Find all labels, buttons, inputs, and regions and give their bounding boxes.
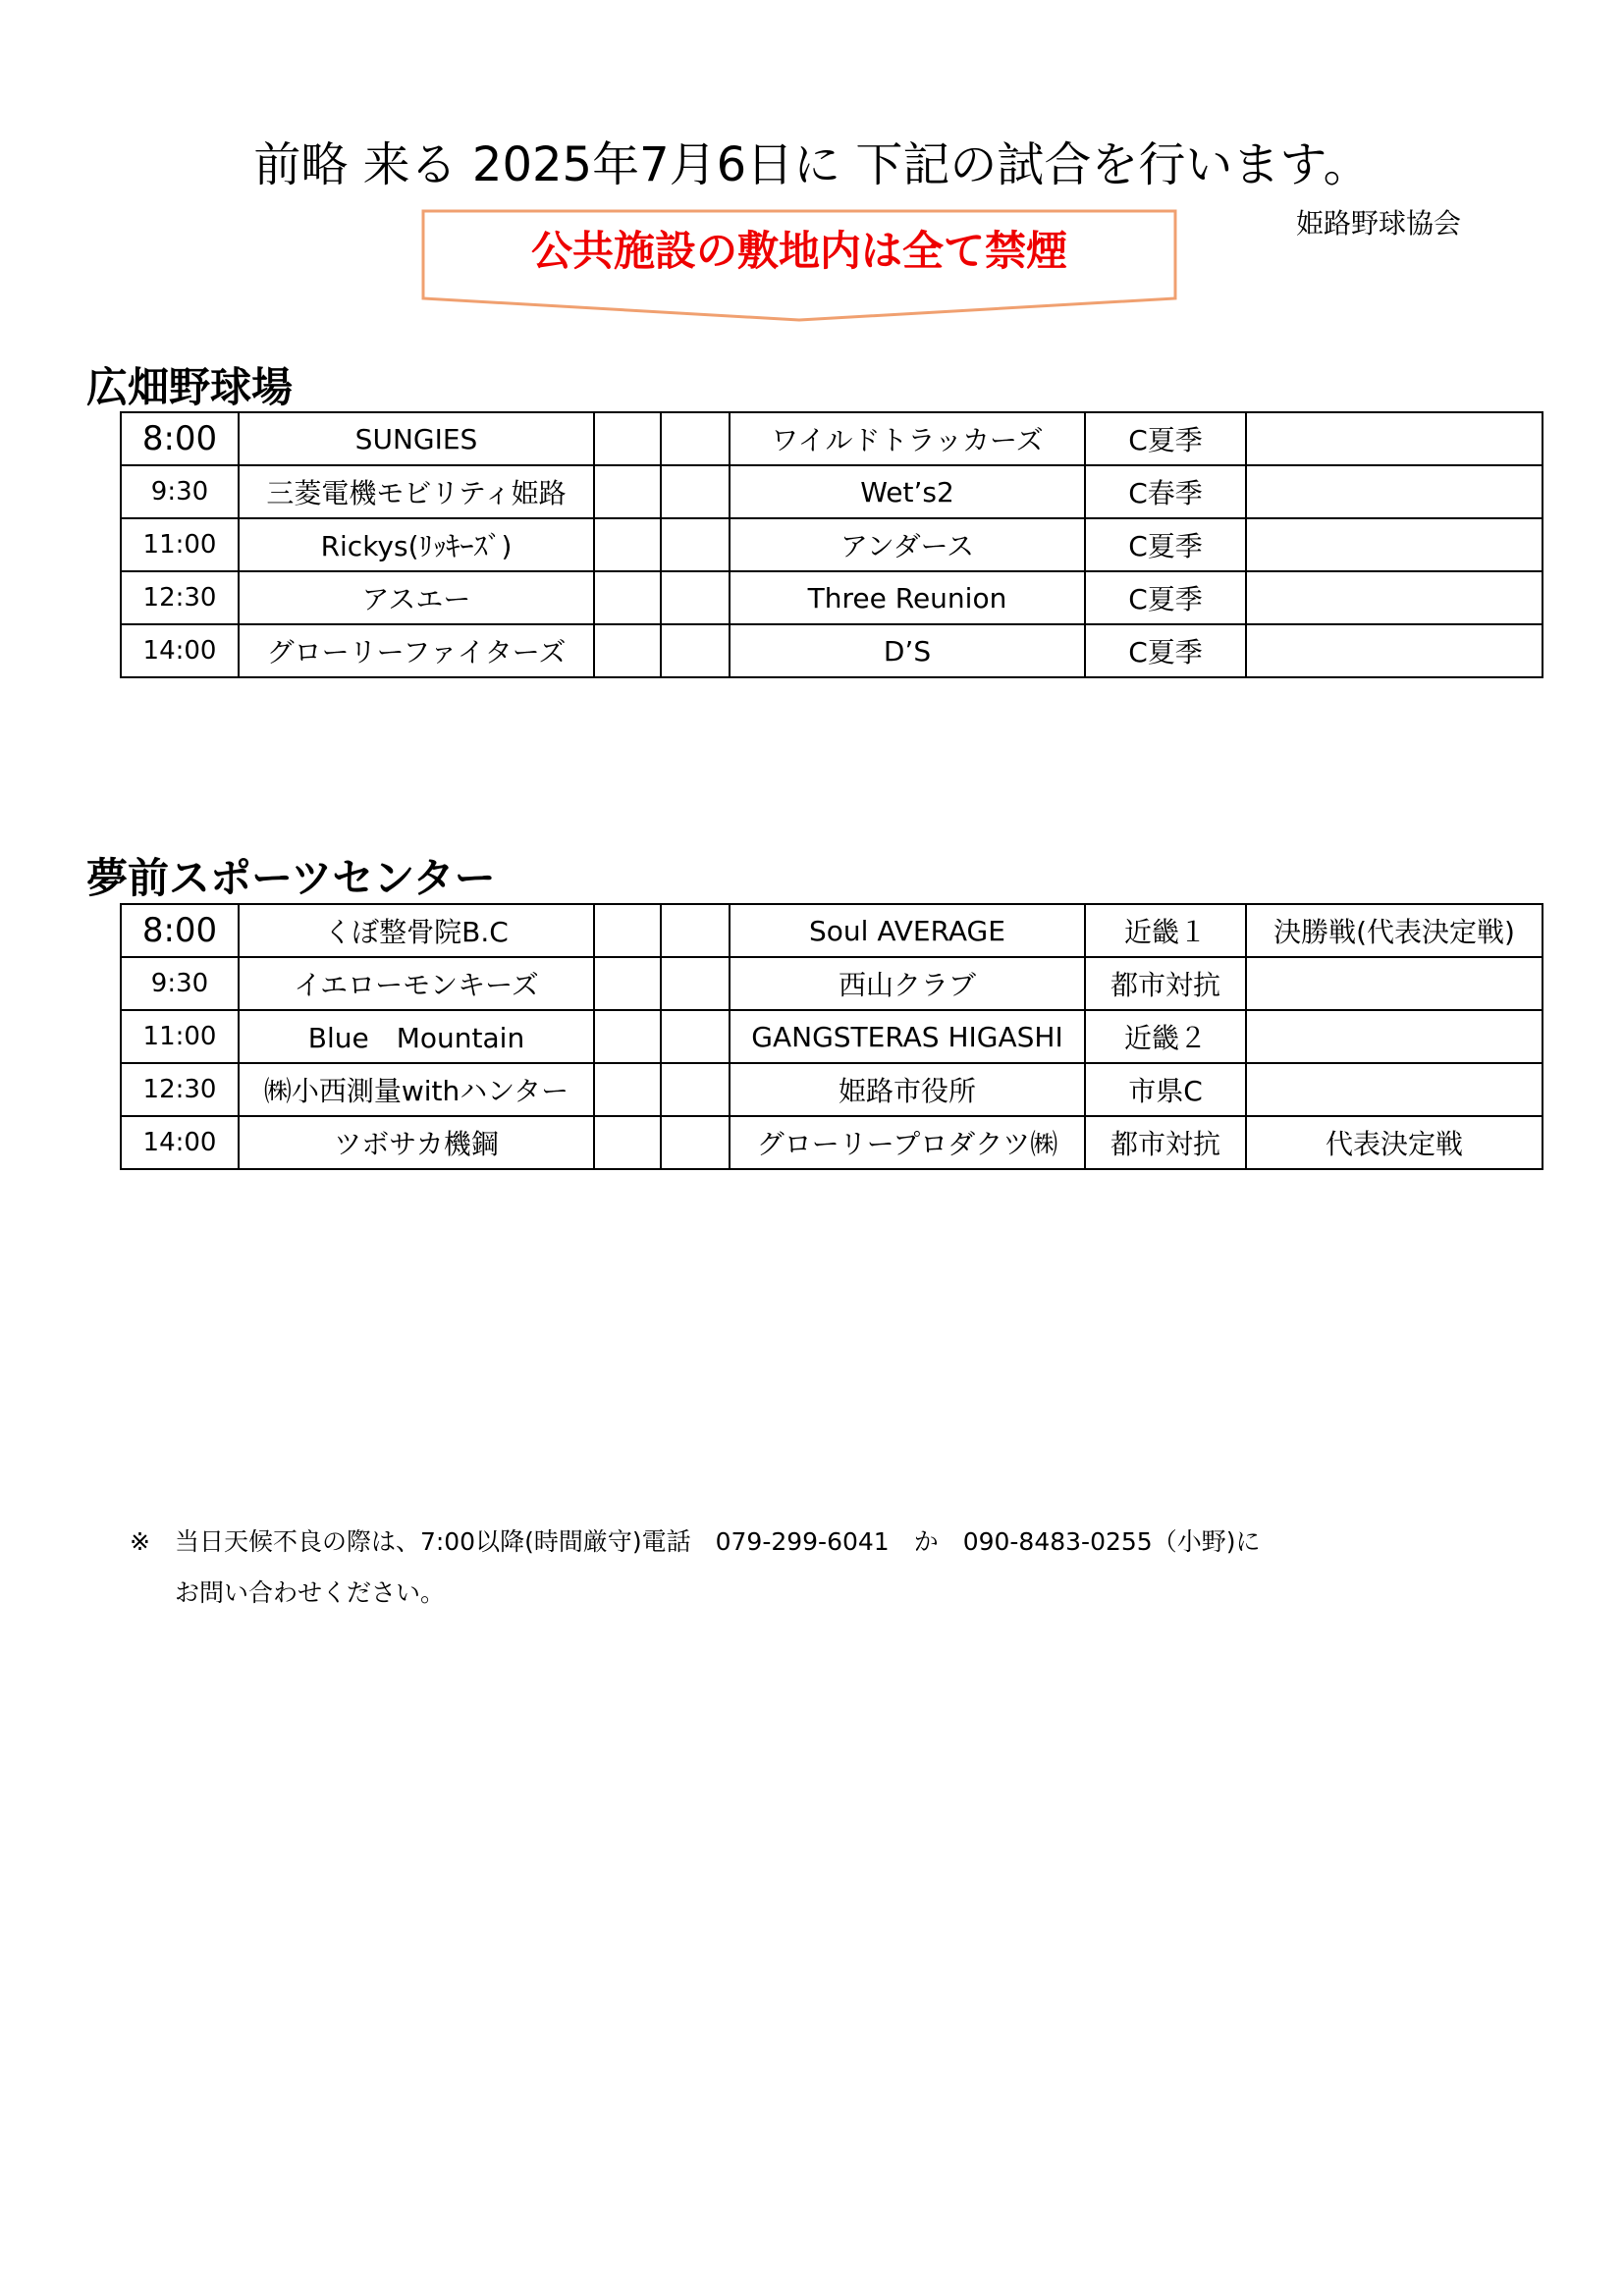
score2-cell xyxy=(661,1063,730,1116)
score2-cell xyxy=(661,518,730,571)
note-cell xyxy=(1246,465,1543,518)
no-smoking-notice xyxy=(420,208,1178,324)
time-cell: 14:00 xyxy=(121,1116,239,1169)
team2-cell: アンダース xyxy=(730,518,1085,571)
note-cell xyxy=(1246,571,1543,624)
note-cell xyxy=(1246,1010,1543,1063)
score2-cell xyxy=(661,465,730,518)
schedule-table-yumesaki xyxy=(120,903,1543,1170)
table-row xyxy=(121,571,1543,624)
team1-cell: アスエー xyxy=(239,571,594,624)
score1-cell xyxy=(594,624,661,677)
table-row xyxy=(121,904,1543,957)
note-cell xyxy=(1246,957,1543,1010)
time-cell: 9:30 xyxy=(121,465,239,518)
score1-cell xyxy=(594,957,661,1010)
team1-cell: 三菱電機モビリティ姫路 xyxy=(239,465,594,518)
table-row xyxy=(121,1116,1543,1169)
score2-cell xyxy=(661,957,730,1010)
league-cell: C夏季 xyxy=(1085,412,1246,465)
team1-cell: Rickys(ﾘｯｷｰｽﾞ) xyxy=(239,518,594,571)
note-cell: 決勝戦(代表決定戦) xyxy=(1246,904,1543,957)
team1-cell: くぼ整骨院B.C xyxy=(239,904,594,957)
table-row xyxy=(121,1010,1543,1063)
score2-cell xyxy=(661,904,730,957)
score1-cell xyxy=(594,1010,661,1063)
league-cell: 都市対抗 xyxy=(1085,957,1246,1010)
table-row xyxy=(121,624,1543,677)
score2-cell xyxy=(661,1010,730,1063)
score1-cell xyxy=(594,465,661,518)
league-cell: 近畿１ xyxy=(1085,904,1246,957)
team2-cell: Soul AVERAGE xyxy=(730,904,1085,957)
time-cell: 8:00 xyxy=(121,412,239,465)
table-row xyxy=(121,1063,1543,1116)
table-row xyxy=(121,465,1543,518)
time-cell: 12:30 xyxy=(121,571,239,624)
page-title: 前略 来る 2025年7月6日に 下記の試合を行います。 xyxy=(253,137,1371,192)
venue-title-yumesaki: 夢前スポーツセンター xyxy=(86,854,496,902)
score1-cell xyxy=(594,1063,661,1116)
time-cell: 11:00 xyxy=(121,518,239,571)
note-cell xyxy=(1246,412,1543,465)
score1-cell xyxy=(594,518,661,571)
league-cell: 近畿２ xyxy=(1085,1010,1246,1063)
score1-cell xyxy=(594,904,661,957)
team1-cell: Blue Mountain xyxy=(239,1010,594,1063)
note-cell xyxy=(1246,518,1543,571)
score2-cell xyxy=(661,624,730,677)
score1-cell xyxy=(594,571,661,624)
note-cell: 代表決定戦 xyxy=(1246,1116,1543,1169)
organization-name: 姫路野球協会 xyxy=(1296,207,1462,240)
weather-contact-note-cont: お問い合わせください。 xyxy=(175,1578,446,1607)
team2-cell: ワイルドトラッカーズ xyxy=(730,412,1085,465)
team2-cell: D’S xyxy=(730,624,1085,677)
schedule-table-hirohata xyxy=(120,411,1543,678)
table-row xyxy=(121,518,1543,571)
time-cell: 8:00 xyxy=(121,904,239,957)
score1-cell xyxy=(594,1116,661,1169)
notice-text: 公共施設の敷地内は全て禁煙 xyxy=(530,227,1067,275)
time-cell: 11:00 xyxy=(121,1010,239,1063)
time-cell: 14:00 xyxy=(121,624,239,677)
venue-title-hirohata: 広畑野球場 xyxy=(86,363,294,411)
score2-cell xyxy=(661,1116,730,1169)
score1-cell xyxy=(594,412,661,465)
team1-cell: ツボサカ機鋼 xyxy=(239,1116,594,1169)
team1-cell: ㈱小西測量withハンター xyxy=(239,1063,594,1116)
league-cell: 都市対抗 xyxy=(1085,1116,1246,1169)
team1-cell: グローリーファイターズ xyxy=(239,624,594,677)
team1-cell: SUNGIES xyxy=(239,412,594,465)
score2-cell xyxy=(661,412,730,465)
team2-cell: Wet’s2 xyxy=(730,465,1085,518)
league-cell: 市県C xyxy=(1085,1063,1246,1116)
weather-contact-note: ※ 当日天候不良の際は、7:00以降(時間厳守)電話 079-299-6041 か 090-8483-0255（小野)に xyxy=(130,1527,1261,1556)
table-row xyxy=(121,412,1543,465)
team2-cell: 西山クラブ xyxy=(730,957,1085,1010)
time-cell: 9:30 xyxy=(121,957,239,1010)
score2-cell xyxy=(661,571,730,624)
team1-cell: イエローモンキーズ xyxy=(239,957,594,1010)
team2-cell: 姫路市役所 xyxy=(730,1063,1085,1116)
note-cell xyxy=(1246,624,1543,677)
team2-cell: GANGSTERAS HIGASHI xyxy=(730,1010,1085,1063)
league-cell: C夏季 xyxy=(1085,624,1246,677)
note-cell xyxy=(1246,1063,1543,1116)
team2-cell: グローリープロダクツ㈱ xyxy=(730,1116,1085,1169)
table-row xyxy=(121,957,1543,1010)
league-cell: C夏季 xyxy=(1085,518,1246,571)
league-cell: C春季 xyxy=(1085,465,1246,518)
time-cell: 12:30 xyxy=(121,1063,239,1116)
team2-cell: Three Reunion xyxy=(730,571,1085,624)
league-cell: C夏季 xyxy=(1085,571,1246,624)
